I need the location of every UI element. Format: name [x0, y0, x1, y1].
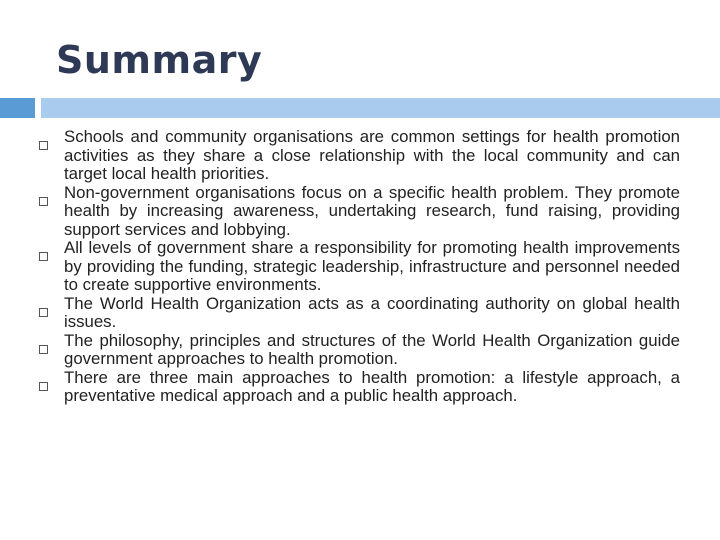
hollow-square-icon: [39, 252, 48, 261]
bullet-text: Schools and community organisations are common settings for health promotion activities as they share a close relationship with the local community and can target local health priorities.: [64, 127, 680, 183]
hollow-square-icon: [39, 308, 48, 317]
title-rule-accent: [0, 98, 35, 118]
bullet-item: [32, 184, 680, 240]
title-rule-bar: [41, 98, 720, 118]
bullet-item: [32, 239, 680, 295]
bullet-item: [32, 295, 680, 332]
bullet-item: [32, 128, 680, 184]
bullet-list: [32, 128, 680, 406]
hollow-square-icon: [39, 141, 48, 150]
bullet-text: Non-government organisations focus on a specific health problem. They promote health by increasing awareness, undertaking research, fund raising, providing support services and lobbying.: [64, 182, 680, 239]
bullet-item: [32, 332, 680, 369]
bullet-text: The World Health Organization acts as a coordinating authority on global health issues.: [64, 293, 680, 331]
bullet-text: There are three main approaches to health promotion: a lifestyle approach, a preventative medical approach and a public health approach.: [64, 367, 680, 405]
bullet-text: All levels of government share a responsibility for promoting health improvements by providing the funding, strategic leadership, infrastructure and personnel needed to create supportive environments.: [64, 238, 680, 294]
hollow-square-icon: [39, 345, 48, 354]
slide-title: Summary: [56, 38, 263, 82]
bullet-text: The philosophy, principles and structures of the World Health Organization guide government approaches to health promotion.: [64, 330, 680, 368]
hollow-square-icon: [39, 382, 48, 391]
bullet-item: [32, 369, 680, 406]
hollow-square-icon: [39, 197, 48, 206]
